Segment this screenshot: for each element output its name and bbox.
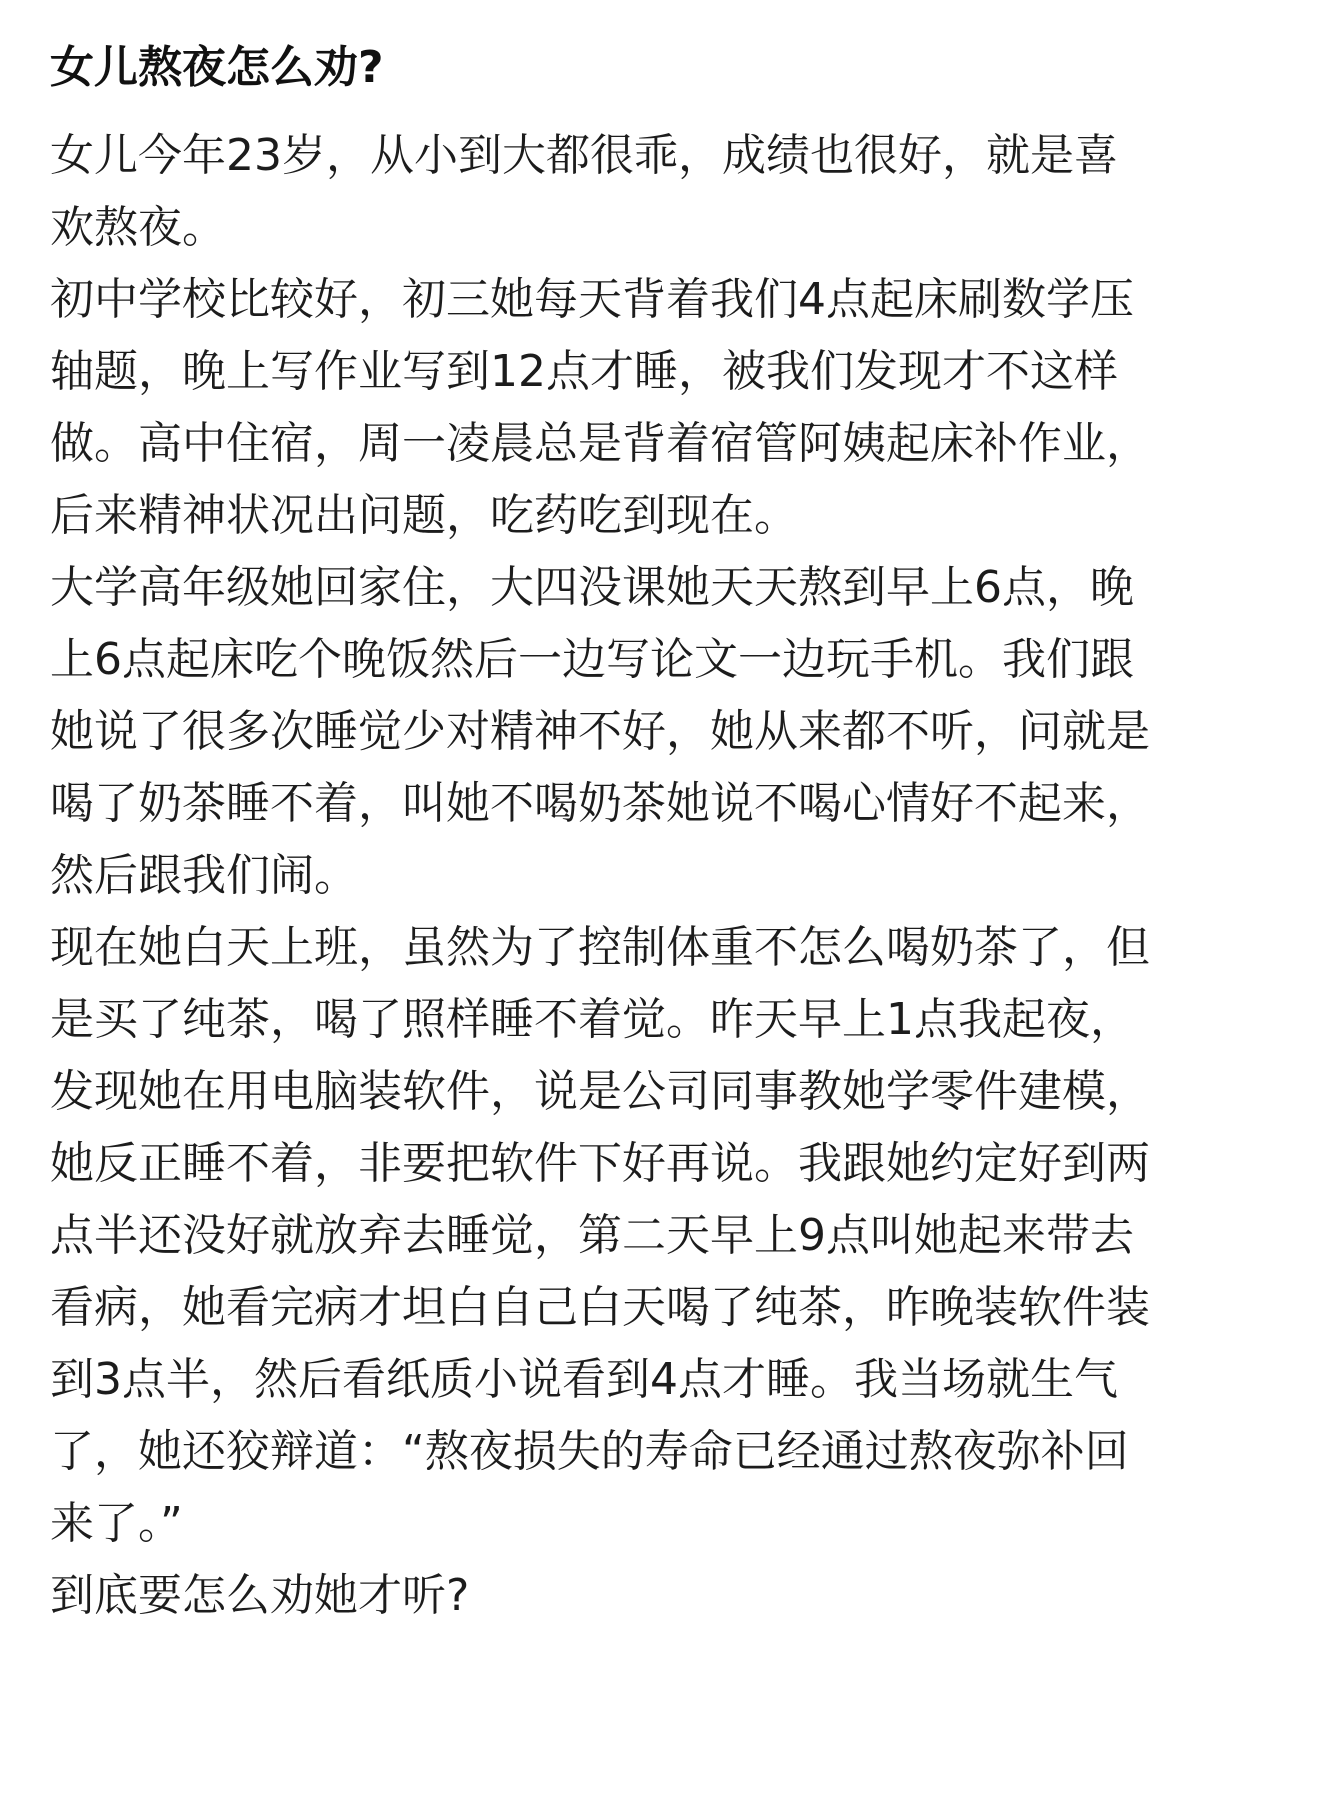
post <box>50 0 1282 1632</box>
text-line: 看病，她看完病才坦白自己白天喝了纯茶，昨晚装软件装 <box>50 1282 1150 1333</box>
text-line: 大学高年级她回家住，大四没课她天天熬到早上6点，晚 <box>50 562 1134 613</box>
text-line: 做。高中住宿，周一凌晨总是背着宿管阿姨起床补作业， <box>50 418 1150 469</box>
text-line: 然后跟我们闹。 <box>50 850 358 901</box>
text-line: 喝了奶茶睡不着，叫她不喝奶茶她说不喝心情好不起来， <box>50 778 1150 829</box>
paragraph-3 <box>50 552 1282 912</box>
paragraph-5 <box>50 1560 1282 1632</box>
post-body <box>50 120 1282 1632</box>
text-line: 现在她白天上班，虽然为了控制体重不怎么喝奶茶了，但 <box>50 922 1150 973</box>
text-line: 欢熬夜。 <box>50 202 226 253</box>
post-title: 女儿熬夜怎么劝? <box>50 42 384 93</box>
text-line: 她反正睡不着，非要把软件下好再说。我跟她约定好到两 <box>50 1138 1150 1189</box>
text-line: 到底要怎么劝她才听? <box>50 1570 470 1621</box>
text-line: 来了。” <box>50 1498 183 1549</box>
text-line: 点半还没好就放弃去睡觉，第二天早上9点叫她起来带去 <box>50 1210 1134 1261</box>
text-line: 女儿今年23岁，从小到大都很乖，成绩也很好，就是喜 <box>50 130 1118 181</box>
text-line: 了，她还狡辩道：“熬夜损失的寿命已经通过熬夜弥补回 <box>50 1426 1129 1477</box>
text-line: 是买了纯茶，喝了照样睡不着觉。昨天早上1点我起夜， <box>50 994 1134 1045</box>
paragraph-2 <box>50 264 1282 552</box>
text-line: 她说了很多次睡觉少对精神不好，她从来都不听，问就是 <box>50 706 1150 757</box>
text-line: 到3点半，然后看纸质小说看到4点才睡。我当场就生气 <box>50 1354 1118 1405</box>
text-line: 轴题，晚上写作业写到12点才睡，被我们发现才不这样 <box>50 346 1118 397</box>
text-line: 发现她在用电脑装软件，说是公司同事教她学零件建模， <box>50 1066 1150 1117</box>
text-line: 初中学校比较好，初三她每天背着我们4点起床刷数学压 <box>50 274 1134 325</box>
paragraph-4 <box>50 912 1282 1560</box>
text-line: 后来精神状况出问题，吃药吃到现在。 <box>50 490 798 541</box>
text-line: 上6点起床吃个晚饭然后一边写论文一边玩手机。我们跟 <box>50 634 1134 685</box>
paragraph-1 <box>50 120 1282 264</box>
